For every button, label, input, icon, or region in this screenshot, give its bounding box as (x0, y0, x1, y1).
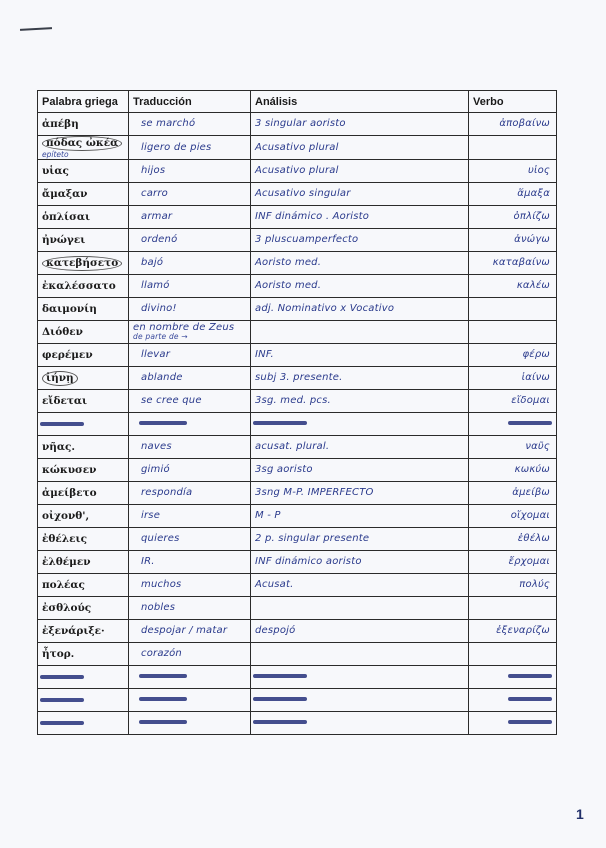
verb-cell (469, 136, 557, 160)
analysis-cell (251, 113, 469, 136)
pen-mark (20, 27, 52, 31)
translation-cell (129, 136, 251, 160)
crossed-out-text (255, 417, 305, 427)
table-row (38, 298, 557, 321)
translation-cell (129, 459, 251, 482)
page-number: 1 (576, 806, 584, 822)
translation-text: gimió (141, 464, 170, 475)
translation-text: corazón (141, 648, 182, 659)
translation-text: se cree que (141, 395, 202, 406)
greek-word: ἐλθέμεν (42, 556, 91, 568)
table-header-row (38, 91, 557, 113)
greek-word: ἐθέλεις (42, 533, 87, 545)
analysis-cell (251, 712, 469, 735)
analysis-cell (251, 436, 469, 459)
analysis-cell (251, 183, 469, 206)
crossed-out-text (141, 417, 185, 427)
verb-cell (469, 459, 557, 482)
greek-word: ἦτορ. (42, 648, 75, 660)
table-row (38, 252, 557, 275)
table-row (38, 229, 557, 252)
translation-text: despojar / matar (141, 625, 228, 636)
analysis-cell (251, 666, 469, 689)
crossed-out-text (141, 716, 185, 726)
translation-cell (129, 689, 251, 712)
greek-word-cell (38, 298, 129, 321)
crossed-out-text (42, 417, 82, 427)
verb-cell (469, 689, 557, 712)
analysis-cell (251, 505, 469, 528)
verb-text: ἀνώγω (514, 234, 550, 245)
analysis-text: Acusativo plural (255, 165, 339, 176)
translation-text: hijos (141, 165, 166, 176)
verb-cell (469, 528, 557, 551)
analysis-cell (251, 344, 469, 367)
verb-text: ἐξεναρίζω (496, 625, 550, 636)
translation-cell (129, 597, 251, 620)
greek-word: Διόθεν (42, 326, 83, 338)
greek-word-cell (38, 666, 129, 689)
greek-word-cell (38, 620, 129, 643)
translation-cell (129, 574, 251, 597)
table-row (38, 344, 557, 367)
header-verb: Verbo (469, 91, 557, 113)
verb-text: εἴδομαι (511, 395, 550, 406)
verb-cell (469, 574, 557, 597)
table-row (38, 413, 557, 436)
crossed-out-text (255, 716, 305, 726)
analysis-cell (251, 482, 469, 505)
greek-word-cell (38, 183, 129, 206)
verb-text: ἰαίνω (521, 372, 550, 383)
translation-text: quieres (141, 533, 180, 544)
verb-text: οἴχομαι (510, 510, 550, 521)
translation-cell (129, 275, 251, 298)
verb-text: ἐθέλω (517, 533, 550, 544)
table-row (38, 321, 557, 344)
translation-text: respondía (141, 487, 193, 498)
translation-cell (129, 413, 251, 436)
analysis-cell (251, 620, 469, 643)
translation-cell (129, 298, 251, 321)
greek-word-cell (38, 597, 129, 620)
analysis-text: INF. (255, 349, 274, 360)
verb-cell (469, 206, 557, 229)
verb-text: κωκύω (514, 464, 550, 475)
translation-cell (129, 436, 251, 459)
translation-text: IR. (141, 556, 155, 567)
greek-word: οἰχονθ', (42, 510, 90, 522)
greek-word-cell (38, 252, 129, 275)
analysis-text: Acusat. (255, 579, 294, 590)
crossed-out-text (510, 417, 550, 427)
analysis-text: 3sng M-P. IMPERFECTO (255, 487, 374, 498)
verb-text: καλέω (516, 280, 550, 291)
translation-text: llamó (141, 280, 170, 291)
greek-word-cell (38, 229, 129, 252)
table-row (38, 160, 557, 183)
analysis-text: 3sg. med. pcs. (255, 395, 331, 406)
verb-text: ἅμαξα (517, 188, 550, 199)
greek-word: υἱας (42, 165, 69, 177)
table-row (38, 689, 557, 712)
verb-cell (469, 113, 557, 136)
analysis-cell (251, 160, 469, 183)
analysis-text: Aoristo med. (255, 280, 322, 291)
verb-cell (469, 551, 557, 574)
translation-cell (129, 367, 251, 390)
verb-cell (469, 390, 557, 413)
verb-text: υἱος (528, 165, 550, 176)
verb-cell (469, 436, 557, 459)
crossed-out-text (141, 693, 185, 703)
greek-word: ὁπλίσαι (42, 211, 91, 223)
vocabulary-table (37, 90, 557, 735)
verb-text: ναῦς (525, 441, 550, 452)
greek-word: πόδας ὠκέα (42, 136, 122, 151)
translation-cell (129, 206, 251, 229)
analysis-cell (251, 206, 469, 229)
analysis-cell (251, 689, 469, 712)
translation-text: llevar (141, 349, 171, 360)
verb-text: ὁπλίζω (513, 211, 550, 222)
analysis-text: acusat. plural. (255, 441, 330, 452)
greek-word: κατεβήσετο (42, 256, 122, 271)
analysis-cell (251, 229, 469, 252)
verb-text: ἀποβαίνω (499, 118, 550, 129)
table-row (38, 275, 557, 298)
translation-text: ablande (141, 372, 183, 383)
table-row (38, 712, 557, 735)
analysis-cell (251, 390, 469, 413)
analysis-text: subj 3. presente. (255, 372, 343, 383)
greek-word-cell (38, 344, 129, 367)
verb-cell (469, 367, 557, 390)
greek-word-cell (38, 206, 129, 229)
header-greek-word: Palabra griega (38, 91, 129, 113)
analysis-cell (251, 252, 469, 275)
table-row (38, 113, 557, 136)
verb-cell (469, 505, 557, 528)
translation-cell (129, 666, 251, 689)
greek-word-cell (38, 459, 129, 482)
analysis-cell (251, 321, 469, 344)
greek-word: ἀμείβετο (42, 487, 97, 499)
translation-cell (129, 528, 251, 551)
verb-cell (469, 298, 557, 321)
header-analysis: Análisis (251, 91, 469, 113)
translation-cell (129, 712, 251, 735)
greek-word-cell (38, 528, 129, 551)
verb-text: φέρω (522, 349, 550, 360)
greek-word-cell (38, 643, 129, 666)
analysis-text: Acusativo singular (255, 188, 351, 199)
translation-cell (129, 482, 251, 505)
verb-cell (469, 413, 557, 436)
greek-word-cell (38, 505, 129, 528)
analysis-text: INF dinámico . Aoristo (255, 211, 370, 222)
translation-text: carro (141, 188, 168, 199)
translation-text: irse (141, 510, 161, 521)
table-row (38, 505, 557, 528)
translation-cell (129, 321, 251, 344)
verb-cell (469, 275, 557, 298)
translation-text: nobles (141, 602, 176, 613)
analysis-cell (251, 643, 469, 666)
greek-word: ἐξενάριξε· (42, 625, 105, 637)
translation-cell (129, 229, 251, 252)
translation-text: naves (141, 441, 172, 452)
greek-word: φερέμεν (42, 349, 93, 361)
greek-word: δαιμονίη (42, 303, 97, 315)
analysis-cell (251, 459, 469, 482)
table-row (38, 597, 557, 620)
table-row (38, 390, 557, 413)
crossed-out-text (42, 716, 82, 726)
greek-word-cell (38, 275, 129, 298)
translation-text: ordenó (141, 234, 178, 245)
analysis-cell (251, 298, 469, 321)
translation-cell (129, 390, 251, 413)
table-row (38, 183, 557, 206)
crossed-out-text (255, 670, 305, 680)
greek-word-cell (38, 482, 129, 505)
header-translation: Traducción (129, 91, 251, 113)
analysis-cell (251, 367, 469, 390)
verb-cell (469, 643, 557, 666)
translation-cell (129, 344, 251, 367)
translation-cell (129, 113, 251, 136)
table-row (38, 528, 557, 551)
greek-word-cell (38, 113, 129, 136)
analysis-cell (251, 551, 469, 574)
greek-word-cell (38, 712, 129, 735)
greek-word: ἠνώγει (42, 234, 86, 246)
crossed-out-text (255, 693, 305, 703)
greek-word-cell (38, 436, 129, 459)
greek-word-note: epíteto (42, 150, 69, 159)
table-row (38, 574, 557, 597)
verb-text: ἀμείβω (512, 487, 550, 498)
table-row (38, 643, 557, 666)
analysis-cell (251, 574, 469, 597)
translation-note: de parte de → (133, 332, 188, 341)
verb-cell (469, 321, 557, 344)
verb-cell (469, 344, 557, 367)
verb-cell (469, 229, 557, 252)
greek-word: εἴδεται (42, 395, 88, 407)
analysis-cell (251, 136, 469, 160)
analysis-text: M - P (255, 510, 281, 521)
verb-cell (469, 482, 557, 505)
greek-word: ἰήνῃ (42, 371, 78, 386)
table-row (38, 459, 557, 482)
analysis-cell (251, 275, 469, 298)
analysis-text: Aoristo med. (255, 257, 322, 268)
greek-word: ἄμαξαν (42, 188, 88, 200)
crossed-out-text (141, 670, 185, 680)
verb-text: καταβαίνω (492, 257, 550, 268)
analysis-text: 3 singular aoristo (255, 118, 346, 129)
translation-text: armar (141, 211, 173, 222)
verb-cell (469, 183, 557, 206)
translation-text: bajó (141, 257, 164, 268)
greek-word-cell (38, 390, 129, 413)
translation-cell (129, 643, 251, 666)
crossed-out-text (510, 693, 550, 703)
translation-text: se marchó (141, 118, 196, 129)
translation-text: divino! (141, 303, 177, 314)
crossed-out-text (42, 693, 82, 703)
analysis-cell (251, 597, 469, 620)
analysis-text: Acusativo plural (255, 141, 339, 153)
greek-word: ἐσθλούς (42, 602, 92, 614)
verb-cell (469, 252, 557, 275)
greek-word: ἀπέβη (42, 118, 79, 130)
analysis-text: 3 pluscuamperfecto (255, 234, 359, 245)
table-row (38, 136, 557, 160)
greek-word-cell (38, 413, 129, 436)
analysis-cell (251, 528, 469, 551)
verb-cell (469, 160, 557, 183)
analysis-text: 2 p. singular presente (255, 533, 370, 544)
analysis-cell (251, 413, 469, 436)
translation-cell (129, 252, 251, 275)
verb-cell (469, 620, 557, 643)
crossed-out-text (42, 670, 82, 680)
greek-word-cell (38, 551, 129, 574)
translation-cell (129, 505, 251, 528)
translation-cell (129, 160, 251, 183)
greek-word-cell (38, 367, 129, 390)
table-row (38, 367, 557, 390)
translation-text: en nombre de Zeus (133, 322, 235, 333)
table-row (38, 436, 557, 459)
table-row (38, 206, 557, 229)
greek-word: ἐκαλέσσατο (42, 280, 116, 292)
analysis-text: INF dinámico aoristo (255, 556, 362, 567)
greek-word-cell (38, 160, 129, 183)
greek-word: κώκυσεν (42, 464, 97, 476)
greek-word: πολέας (42, 579, 85, 591)
greek-word-cell (38, 136, 129, 160)
translation-text: ligero de pies (141, 141, 212, 153)
table-row (38, 482, 557, 505)
greek-word: νῆας. (42, 441, 76, 453)
greek-word-cell (38, 689, 129, 712)
greek-word-cell (38, 321, 129, 344)
verb-cell (469, 597, 557, 620)
crossed-out-text (510, 670, 550, 680)
verb-cell (469, 666, 557, 689)
crossed-out-text (510, 716, 550, 726)
translation-cell (129, 620, 251, 643)
analysis-text: adj. Nominativo x Vocativo (255, 303, 395, 314)
table-row (38, 666, 557, 689)
greek-word-cell (38, 574, 129, 597)
translation-cell (129, 183, 251, 206)
translation-cell (129, 551, 251, 574)
verb-cell (469, 712, 557, 735)
table-row (38, 551, 557, 574)
table-row (38, 620, 557, 643)
verb-text: ἔρχομαι (508, 556, 550, 567)
analysis-text: despojó (255, 625, 296, 636)
translation-text: muchos (141, 579, 182, 590)
verb-text: πολύς (519, 579, 550, 590)
analysis-text: 3sg aoristo (255, 464, 313, 475)
